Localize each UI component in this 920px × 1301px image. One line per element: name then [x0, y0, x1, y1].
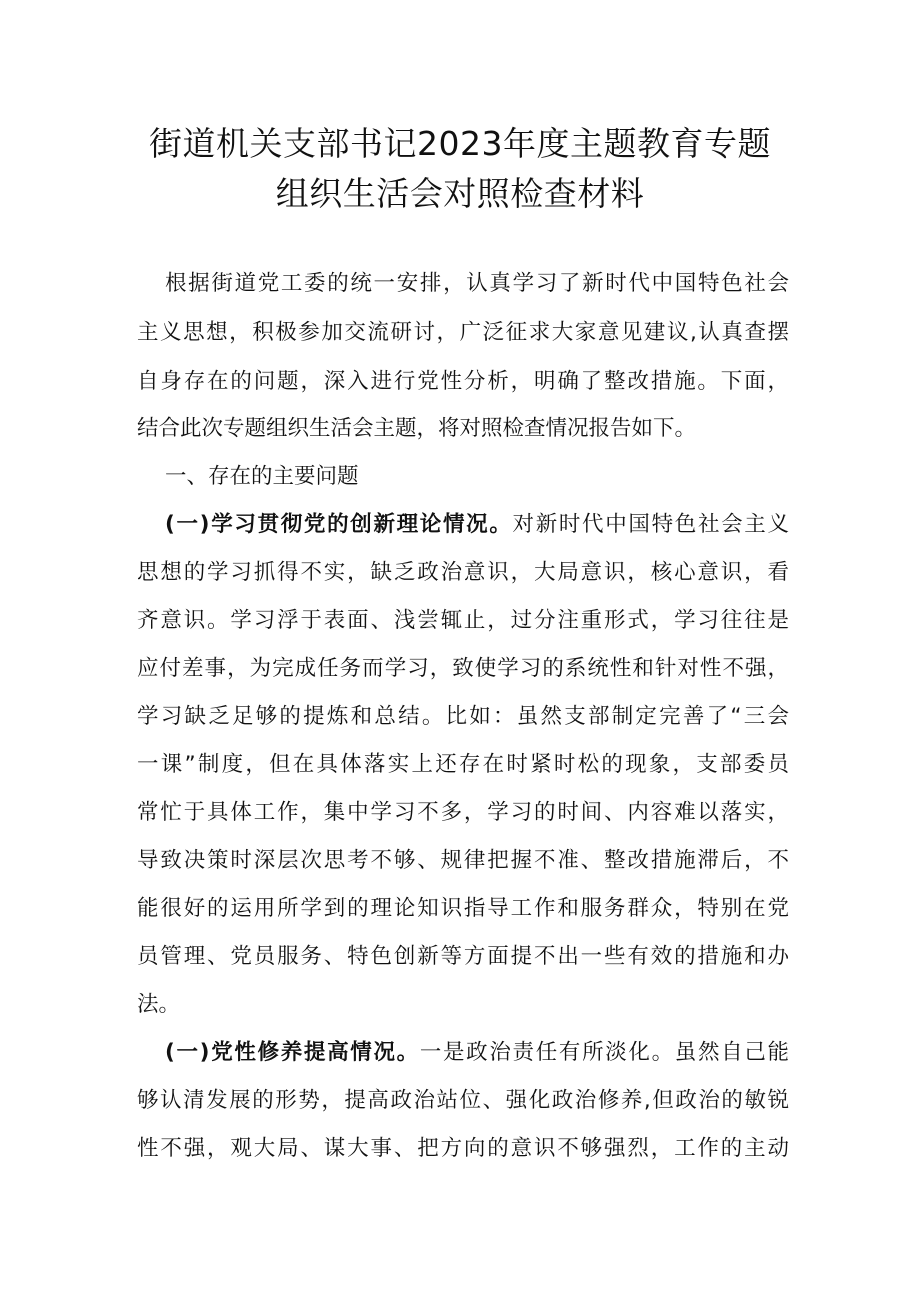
intro-paragraph-line: 自身存在的问题，深入进行党性分析，明确了整改措施。下面，	[137, 369, 789, 394]
item-1-line: 导致决策时深层次思考不够、规律把握不准、整改措施滞后，不	[137, 848, 789, 873]
item-1-first-line	[165, 505, 789, 545]
section-1-heading: 一、存在的主要问题	[165, 464, 359, 489]
item-1-line: 员管理、党员服务、特色创新等方面提不出一些有效的措施和办	[137, 944, 789, 969]
intro-paragraph-line: 结合此次专题组织生活会主题，将对照检查情况报告如下。	[137, 416, 697, 441]
item-2-first-line-text: 一是政治责任有所淡化。虽然自己能	[419, 1040, 789, 1065]
item-1-line: 学习缺乏足够的提炼和总结。比如：虽然支部制定完善了“三会	[137, 704, 789, 729]
item-1-line: 一课”制度，但在具体落实上还存在时紧时松的现象，支部委员	[137, 752, 789, 777]
intro-paragraph-line: 主义思想，积极参加交流研讨，广泛征求大家意见建议,认真查摆	[137, 320, 789, 345]
item-1-line: 齐意识。学习浮于表面、浅尝辄止，过分注重形式，学习往往是	[137, 608, 789, 633]
item-1-line: 应付差事，为完成任务而学习，致使学习的系统性和针对性不强，	[137, 656, 789, 681]
item-2-line: 够认清发展的形势，提高政治站位、强化政治修养,但政治的敏锐	[137, 1088, 789, 1113]
item-1-heading: (一)学习贯彻党的创新理论情况。	[165, 512, 513, 537]
item-2-line: 性不强，观大局、谋大事、把方向的意识不够强烈，工作的主动	[137, 1136, 789, 1161]
item-1-first-line-text: 对新时代中国特色社会主义	[512, 512, 789, 537]
intro-paragraph-line: 根据街道党工委的统一安排，认真学习了新时代中国特色社会	[165, 271, 789, 296]
item-2-heading: (一)党性修养提高情况。	[165, 1040, 420, 1065]
item-1-line: 能很好的运用所学到的理论知识指导工作和服务群众，特别在党	[137, 896, 789, 921]
document-title-line-1: 街道机关支部书记2023年度主题教育专题	[149, 124, 771, 163]
item-1-line: 法。	[137, 992, 181, 1017]
item-2-first-line	[165, 1033, 789, 1073]
item-1-line: 常忙于具体工作，集中学习不多，学习的时间、内容难以落实，	[137, 800, 789, 825]
document-title-line-2: 组织生活会对照检查材料	[275, 174, 645, 213]
item-1-line: 思想的学习抓得不实，缺乏政治意识，大局意识，核心意识，看	[137, 560, 789, 585]
